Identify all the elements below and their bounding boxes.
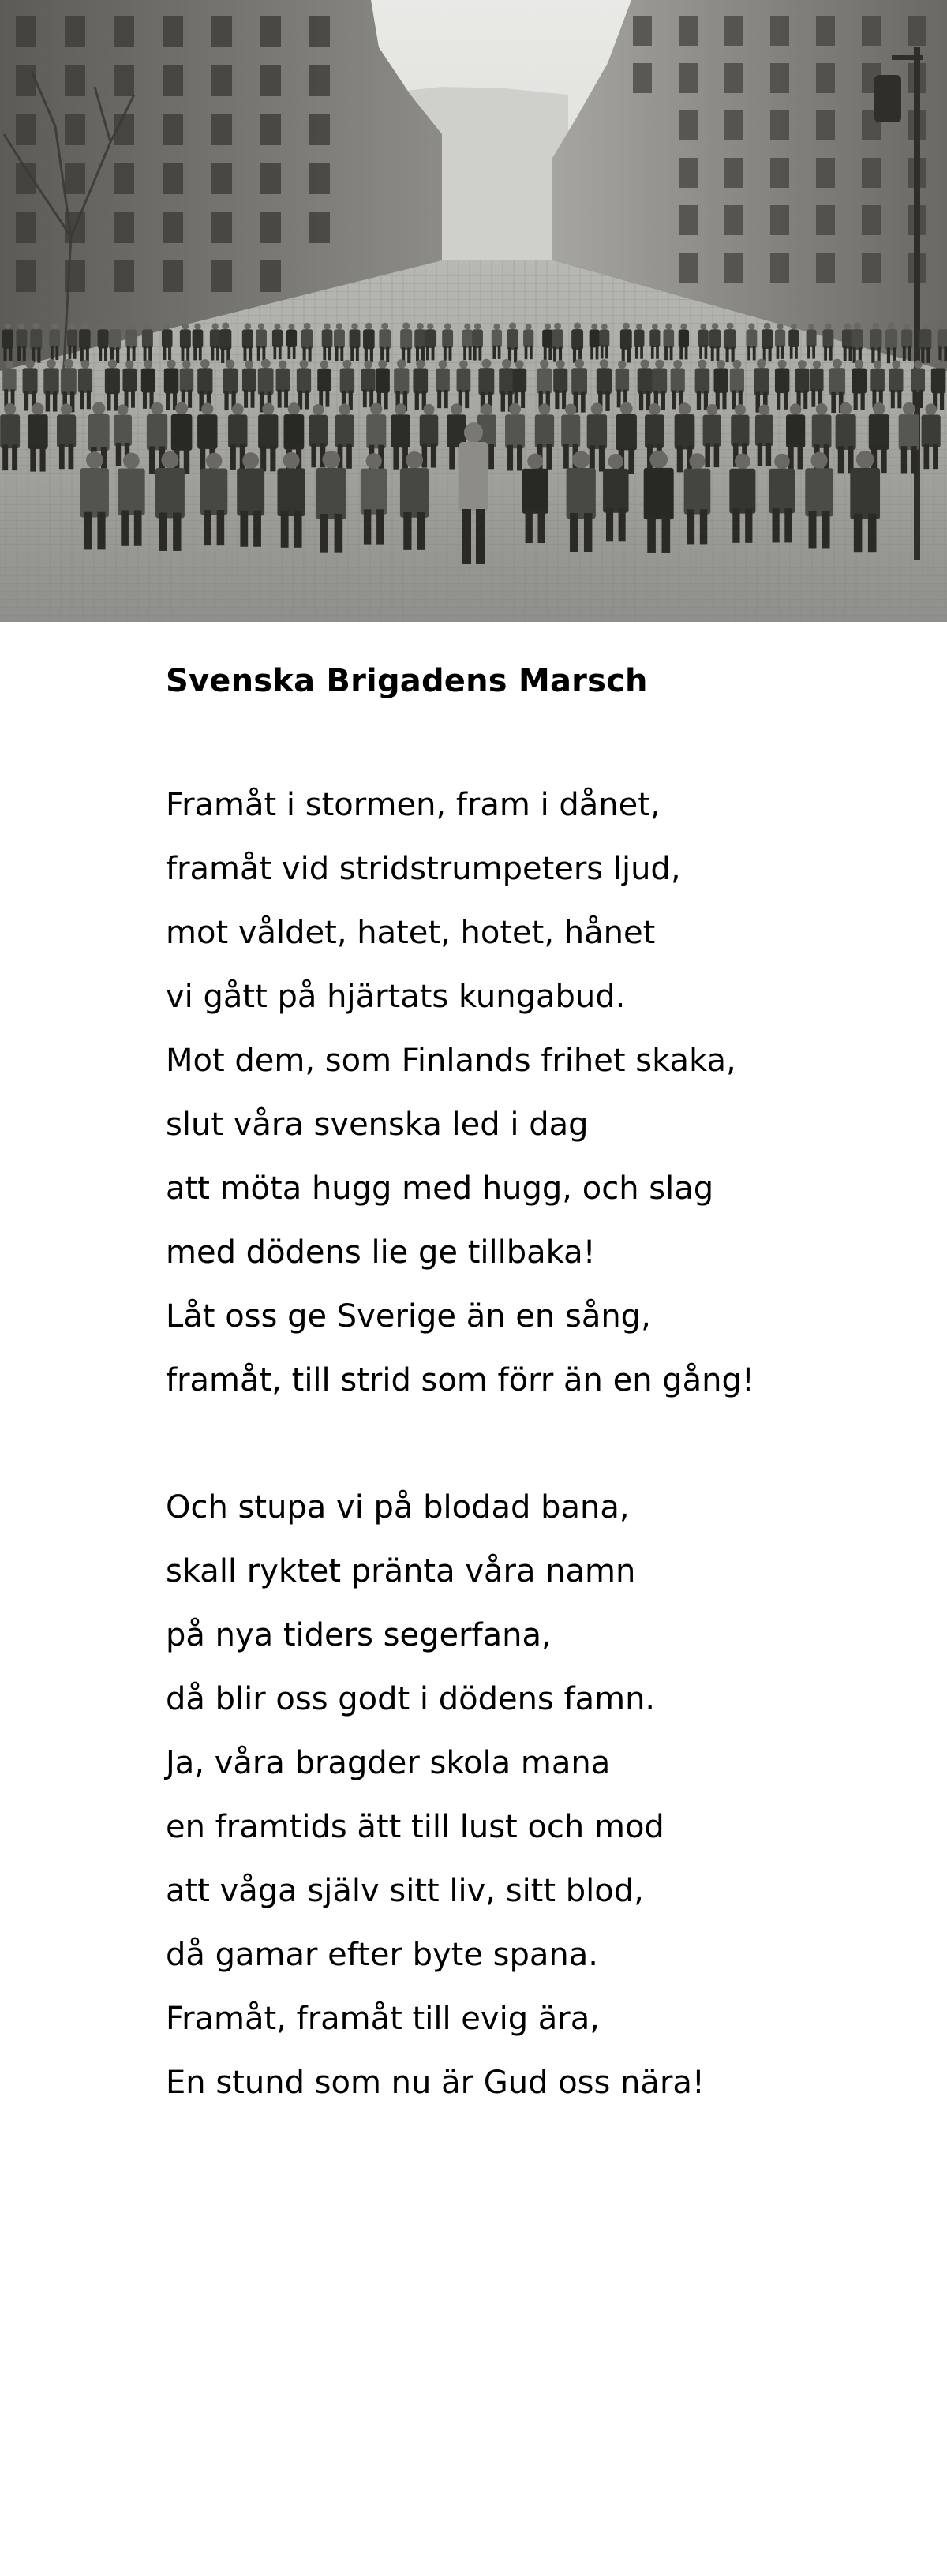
stanza-2: [166, 1476, 876, 2115]
poem: [166, 649, 876, 2115]
poem-line: framåt vid stridstrumpeters ljud,: [166, 851, 681, 887]
poem-line: Framåt, framåt till evig ära,: [166, 2001, 600, 2037]
poem-line: vi gått på hjärtats kungabud.: [166, 979, 626, 1015]
poem-title: Svenska Brigadens Marsch: [166, 663, 648, 699]
stanza-1: [166, 773, 876, 1413]
poem-line: slut våra svenska led i dag: [166, 1106, 589, 1143]
parade-photo-graphic: [0, 0, 947, 622]
poem-line: Låt oss ge Sverige än en sång,: [166, 1298, 651, 1335]
poem-line: med dödens lie ge tillbaka!: [166, 1234, 596, 1271]
parade-photo: [0, 0, 947, 622]
poem-line: framåt, till strid som förr än en gång!: [166, 1362, 754, 1398]
poem-line: Och stupa vi på blodad bana,: [166, 1489, 630, 1526]
poem-line: då gamar efter byte spana.: [166, 1937, 598, 1973]
poem-line: mot våldet, hatet, hotet, hånet: [166, 915, 656, 951]
poem-line: att möta hugg med hugg, och slag: [166, 1170, 714, 1207]
poem-line: Mot dem, som Finlands frihet skaka,: [166, 1043, 736, 1079]
poem-line: på nya tiders segerfana,: [166, 1617, 552, 1653]
poem-line: Framåt i stormen, fram i dånet,: [166, 787, 661, 823]
poem-line: att våga själv sitt liv, sitt blod,: [166, 1873, 644, 1909]
poem-line: då blir oss godt i dödens famn.: [166, 1681, 656, 1717]
poem-line: En stund som nu är Gud oss nära!: [166, 2065, 705, 2101]
poem-line: en framtids ätt till lust och mod: [166, 1809, 664, 1845]
poem-line: skall ryktet pränta våra namn: [166, 1553, 636, 1589]
poem-line: Ja, våra bragder skola mana: [166, 1745, 611, 1781]
